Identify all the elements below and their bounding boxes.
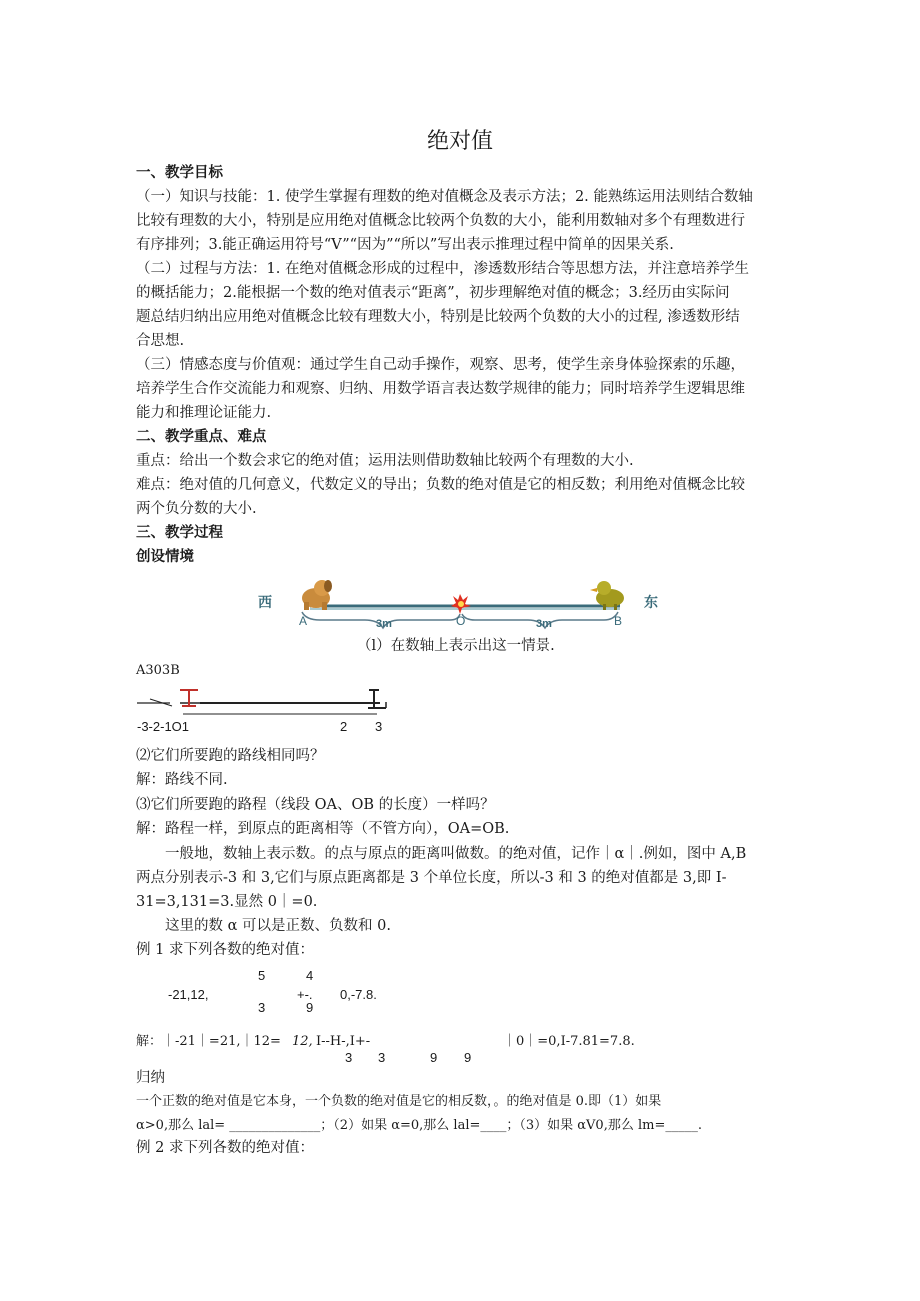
key-point: 重点：给出一个数会求它的绝对值；运用法则借助数轴比较两个有理数的大小. (136, 453, 634, 469)
solution-denominator-4: 9 (464, 1050, 472, 1065)
goal2-line4: 合思想. (136, 333, 185, 349)
question-2: ⑵它们所要跑的路线相同吗？ (136, 748, 325, 764)
goal2-line2: 的概括能力；2.能根据一个数的绝对值表示“距离”，初步理解绝对值的概念；3.经历由实际问 (136, 285, 730, 301)
summary-line1: 一个正数的绝对值是它本身，一个负数的绝对值是它的相反数，。的绝对值是 0.即（1）如果 (136, 1094, 662, 1109)
heading-key-points: 二、教学重点、难点 (136, 429, 267, 445)
figure-caption: （l）在数轴上表示出这一情景. (357, 638, 555, 654)
distance-left-label: 3m (376, 618, 392, 630)
definition-line3: 31=3,131=3.显然 0｜=0. (136, 894, 318, 910)
fraction-denominator-3: 3 (258, 1000, 266, 1015)
fraction-numerator-4: 4 (306, 968, 314, 983)
goal3-line2: 培养学生合作交流能力和观察、归纳、用数学语言表达数学规律的能力；同时培养学生逻辑思维 (136, 381, 745, 397)
example1-list-b: +-. (297, 987, 313, 1002)
question-3: ⑶它们所要跑的路程（线段 OA、OB 的长度）一样吗？ (136, 797, 495, 813)
example1-list-c: 0,-7.8. (340, 987, 377, 1002)
goal3-line3: 能力和推理论证能力. (136, 405, 272, 421)
difficulty-line1: 难点：绝对值的几何意义，代数定义的导出；负数的绝对值是它的相反数；利用绝对值概念比较 (136, 477, 745, 493)
goal2-line1: （二）过程与方法：1. 在绝对值概念形成的过程中，渗透数形结合等思想方法，并注意培养学生 (136, 261, 749, 277)
east-label: 东 (644, 594, 658, 610)
axis-ticks-left: -3-2-1O1 (137, 719, 190, 734)
example1-prompt: 例 1 求下列各数的绝对值： (136, 942, 314, 958)
goal1-line2: 比较有理数的大小，特别是应用绝对值概念比较两个负数的大小，能利用数轴对多个有理数进行 (136, 213, 745, 229)
heading-teaching-process: 三、教学过程 (136, 525, 223, 541)
point-b-marker (368, 690, 386, 708)
example1-solution-c: I--H-,I+- (316, 1034, 371, 1049)
point-b-label: B (614, 614, 623, 628)
difficulty-line2: 两个负分数的大小. (136, 501, 257, 517)
axis-tick-3: 3 (375, 719, 383, 734)
goal2-line3: 题总结归纳出应用绝对值概念比较有理数大小，特别是比较两个负数的大小的过程, 渗透数形结 (136, 309, 740, 325)
page-title: 绝对值 (426, 129, 493, 154)
number-axis (0, 684, 920, 724)
axis-tick-2: 2 (340, 719, 348, 734)
solution-denominator-3: 9 (430, 1050, 438, 1065)
answer-2: 解：路线不同. (136, 772, 228, 788)
point-o-label: O (456, 614, 466, 628)
fraction-denominator-9: 9 (306, 1000, 314, 1015)
west-label: 西 (258, 594, 272, 610)
fraction-numerator-5: 5 (258, 968, 266, 983)
summary-line2: α>0,那么 lal= ______________；（2）如果 α=0,那么 lal=____；（3）如果 αV0,那么 lm=_____. (136, 1118, 702, 1133)
solution-denominator-1: 3 (345, 1050, 353, 1065)
point-a-label: A (299, 614, 308, 628)
goal1-line1: （一）知识与技能：1. 使学生掌握有理数的绝对值概念及表示方法；2. 能熟练运用法则结合数轴 (136, 189, 753, 205)
distance-right-label: 3m (536, 618, 552, 630)
origin-flag-icon (451, 594, 471, 614)
solution-denominator-2: 3 (378, 1050, 386, 1065)
example1-solution-d: ｜0｜=0,I-7.81=7.8. (503, 1034, 635, 1049)
goal1-line3: 有序排列；3.能正确运用符号“V”“因为”“所以”写出表示推理过程中简单的因果关系. (136, 237, 674, 253)
answer-3: 解：路程一样，到原点的距离相等（不管方向），OA=OB. (136, 821, 510, 837)
summary-heading: 归纳 (136, 1070, 165, 1086)
example1-list-a: -21,12, (168, 987, 209, 1002)
alpha-note: 这里的数 α 可以是正数、负数和 0. (165, 918, 391, 934)
example1-solution-a: 解：｜-21｜=21,｜12= (136, 1034, 281, 1049)
example2-prompt: 例 2 求下列各数的绝对值： (136, 1140, 314, 1156)
definition-line1: 一般地，数轴上表示数。的点与原点的距离叫做数。的绝对值，记作｜α｜.例如，图中 A,B (165, 846, 747, 862)
heading-scenario: 创设情境 (136, 549, 194, 565)
goal3-line1: （三）情感态度与价值观：通过学生自己动手操作，观察、思考，使学生亲身体验探索的乐趣， (136, 357, 745, 373)
axis-header: A303B (136, 663, 180, 678)
definition-line2: 两点分别表示-3 和 3,它们与原点距离都是 3 个单位长度，所以-3 和 3 的绝对值都是 3,即 I- (136, 870, 727, 886)
heading-teaching-goals: 一、教学目标 (136, 165, 223, 181)
example1-solution-b: 12, (292, 1034, 313, 1049)
